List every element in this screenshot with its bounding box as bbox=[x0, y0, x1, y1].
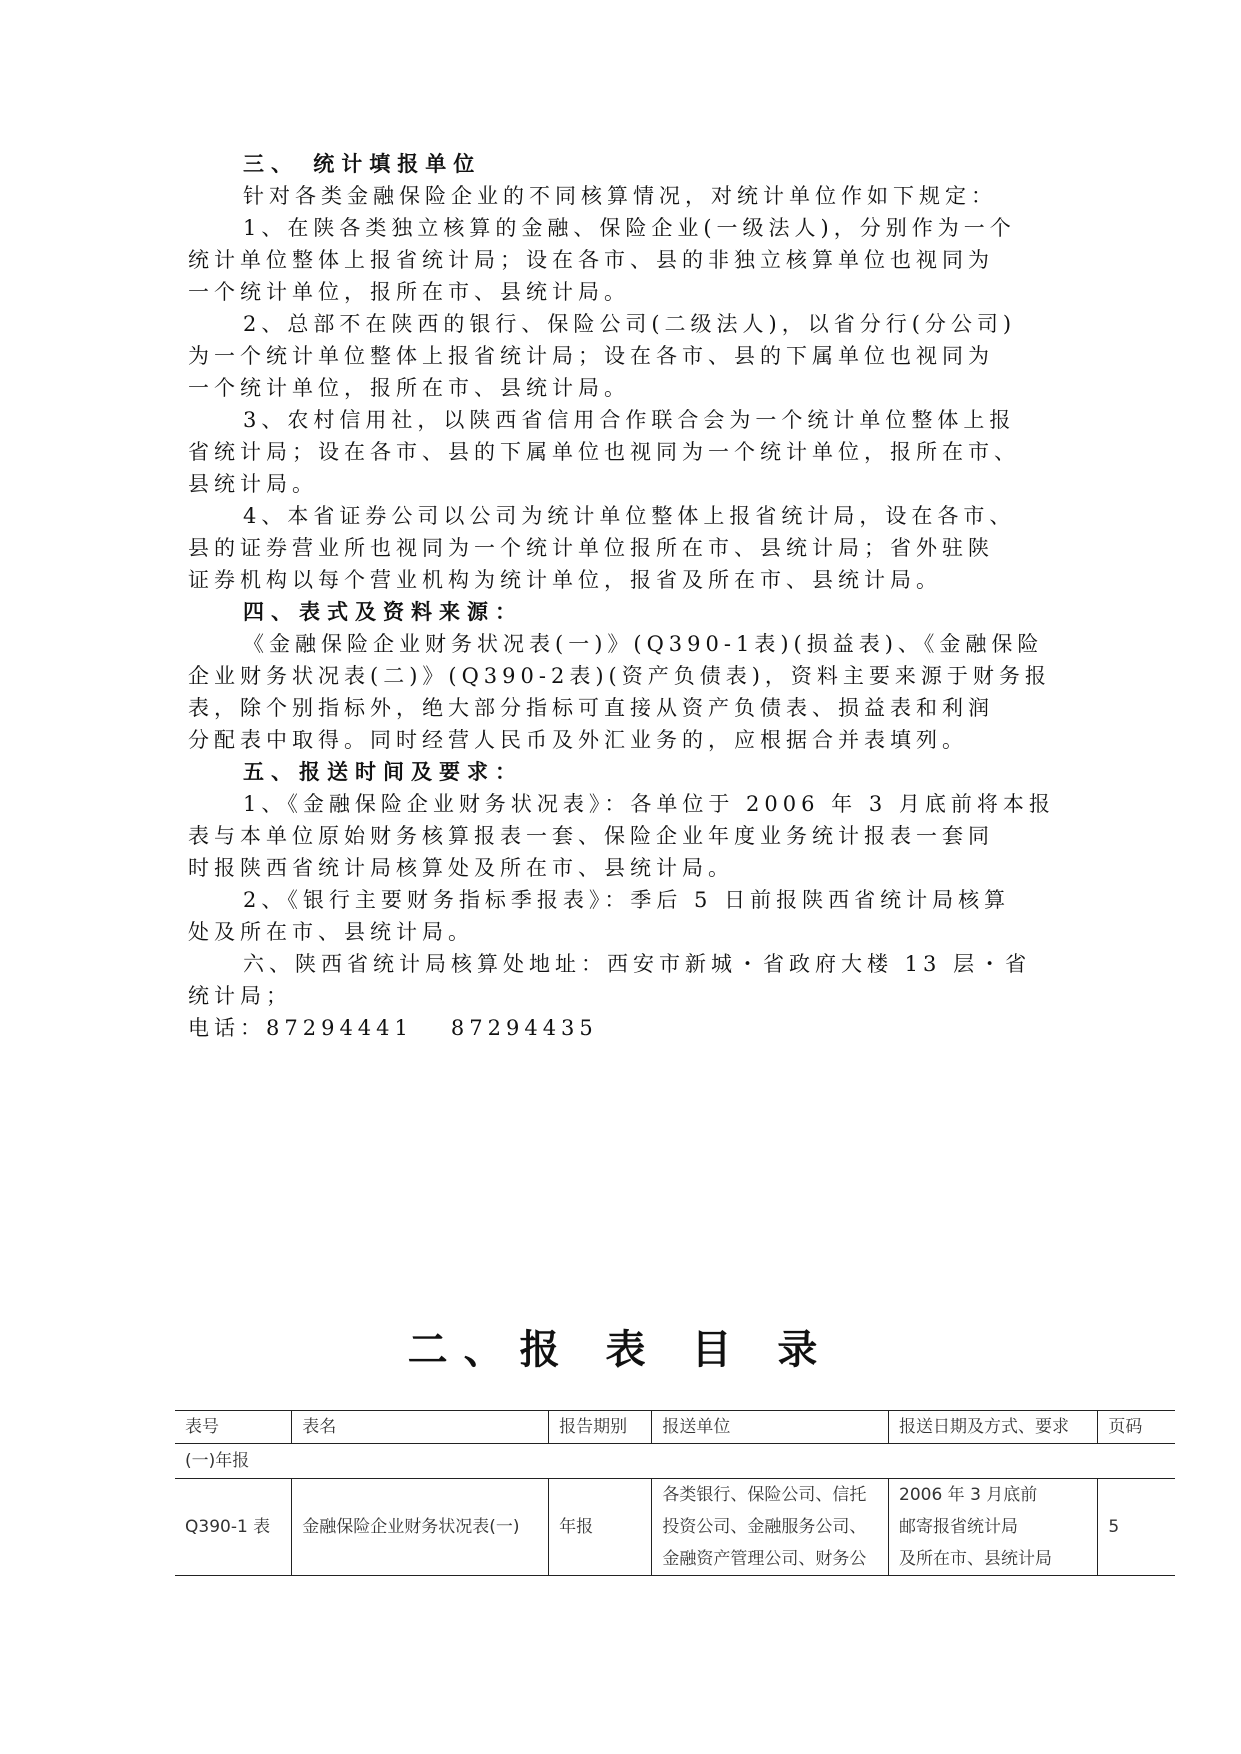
section-5-heading: 五、报送时间及要求： bbox=[243, 760, 523, 784]
table-page-cell: 5 bbox=[1098, 1479, 1175, 1576]
table-name-cell: 金融保险企业财务状况表(一) bbox=[292, 1479, 549, 1576]
column-header: 表号 bbox=[175, 1411, 292, 1444]
paragraph-line: 时报陕西省统计局核算处及所在市、县统计局。 bbox=[188, 856, 734, 880]
cell-line: 及所在市、县统计局 bbox=[899, 1549, 1053, 1569]
report-catalog-table bbox=[175, 1410, 1175, 1576]
paragraph-line: 2、总部不在陕西的银行、保险公司(二级法人)，以省分行(分公司) bbox=[243, 312, 1017, 336]
phone-line bbox=[188, 1012, 1068, 1044]
phone-number: 87294441 bbox=[266, 1016, 413, 1040]
section-3-heading: 三、 统计填报单位 bbox=[243, 152, 482, 176]
section-3-intro: 针对各类金融保险企业的不同核算情况，对统计单位作如下规定： bbox=[243, 184, 997, 208]
column-header: 报送单位 bbox=[652, 1411, 889, 1444]
phone-label: 电话： bbox=[188, 1016, 266, 1040]
column-header: 页码 bbox=[1098, 1411, 1175, 1444]
paragraph-line: 分配表中取得。同时经营人民币及外汇业务的，应根据合并表填列。 bbox=[188, 728, 968, 752]
table-schedule-cell bbox=[889, 1479, 1098, 1576]
cell-line: 金融资产管理公司、财务公 bbox=[662, 1549, 867, 1569]
paragraph-line: 县的证券营业所也视同为一个统计单位报所在市、县统计局；省外驻陕 bbox=[188, 536, 994, 560]
column-header: 报告期别 bbox=[549, 1411, 652, 1444]
paragraph-line: 1、在陕各类独立核算的金融、保险企业(一级法人)，分别作为一个 bbox=[243, 216, 1016, 240]
paragraph-line: 一个统计单位，报所在市、县统计局。 bbox=[188, 280, 630, 304]
section-label: (一)年报 bbox=[175, 1444, 1175, 1479]
table-period-cell: 年报 bbox=[549, 1479, 652, 1576]
paragraph-line: 处及所在市、县统计局。 bbox=[188, 920, 474, 944]
section-4-heading: 四、表式及资料来源： bbox=[243, 600, 523, 624]
paragraph-line: 统计局； bbox=[188, 984, 292, 1008]
column-header: 表名 bbox=[292, 1411, 549, 1444]
paragraph-line: 六、陕西省统计局核算处地址：西安市新城・省政府大楼 13 层・省 bbox=[243, 952, 1032, 976]
cell-line: 投资公司、金融服务公司、 bbox=[662, 1517, 867, 1537]
paragraph-line: 为一个统计单位整体上报省统计局；设在各市、县的下属单位也视同为 bbox=[188, 344, 994, 368]
paragraph-line: 1、《金融保险企业财务状况表》：各单位于 2006 年 3 月底前将本报 bbox=[243, 792, 1055, 816]
table-row bbox=[175, 1479, 1175, 1576]
paragraph-line: 2、《银行主要财务指标季报表》：季后 5 日前报陕西省统计局核算 bbox=[243, 888, 1011, 912]
paragraph-line: 4、本省证券公司以公司为统计单位整体上报省统计局，设在各市、 bbox=[243, 504, 1016, 528]
paragraph-line: 企业财务状况表(二)》(Q390-2表)(资产负债表)，资料主要来源于财务报 bbox=[188, 664, 1051, 688]
paragraph-line: 3、农村信用社，以陕西省信用合作联合会为一个统计单位整体上报 bbox=[243, 408, 1016, 432]
paragraph-line: 表与本单位原始财务核算报表一套、保险企业年度业务统计报表一套同 bbox=[188, 824, 994, 848]
cell-line: 各类银行、保险公司、信托 bbox=[662, 1485, 867, 1505]
paragraph-line: 证券机构以每个营业机构为统计单位，报省及所在市、县统计局。 bbox=[188, 568, 942, 592]
table-code-cell: Q390-1 表 bbox=[175, 1479, 292, 1576]
column-header: 报送日期及方式、要求 bbox=[889, 1411, 1098, 1444]
paragraph-line: 《金融保险企业财务状况表(一)》(Q390-1表)(损益表)、《金融保险 bbox=[243, 632, 1044, 656]
paragraph-line: 省统计局；设在各市、县的下属单位也视同为一个统计单位，报所在市、 bbox=[188, 440, 1020, 464]
cell-line: 邮寄报省统计局 bbox=[899, 1517, 1019, 1537]
table-header-row bbox=[175, 1411, 1175, 1444]
paragraph-line: 县统计局。 bbox=[188, 472, 318, 496]
paragraph-line: 表，除个别指标外，绝大部分指标可直接从资产负债表、损益表和利润 bbox=[188, 696, 994, 720]
cell-line: 2006 年 3 月底前 bbox=[899, 1485, 1038, 1505]
catalog-title: 二、报 表 目 录 bbox=[407, 1327, 834, 1373]
paragraph-line: 一个统计单位，报所在市、县统计局。 bbox=[188, 376, 630, 400]
document-body bbox=[188, 148, 1068, 1044]
phone-number: 87294435 bbox=[450, 1016, 598, 1040]
paragraph-line: 统计单位整体上报省统计局；设在各市、县的非独立核算单位也视同为 bbox=[188, 248, 994, 272]
table-section-row bbox=[175, 1444, 1175, 1479]
table-units-cell bbox=[652, 1479, 889, 1576]
